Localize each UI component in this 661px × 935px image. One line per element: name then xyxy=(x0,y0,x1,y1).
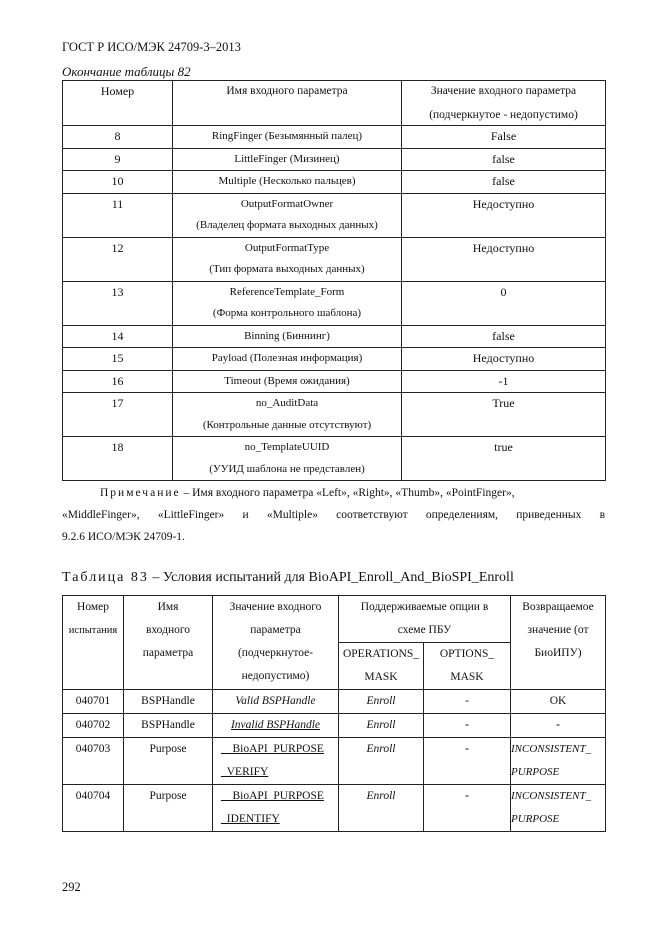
note-label: Примечание xyxy=(100,487,181,499)
operations-mask-value: Enroll xyxy=(339,714,424,738)
param-name-line: Payload (Полезная информация) xyxy=(211,352,363,364)
return-value xyxy=(511,785,606,832)
param-value xyxy=(213,714,339,738)
table-83-header-row-1 xyxy=(63,596,606,643)
row-number: 8 xyxy=(63,126,173,149)
row-number: 16 xyxy=(63,370,173,393)
header-param-value: Значение входного параметра (подчеркнутое- недопустимо) xyxy=(213,596,339,690)
param-name-line: (Контрольные данные отсутствуют) xyxy=(202,418,372,431)
row-param-value: false xyxy=(402,325,606,348)
row-param-value: false xyxy=(402,171,606,194)
param-name-line: Multiple (Несколько пальцев) xyxy=(218,175,356,187)
param-name-line: ReferenceTemplate_Form xyxy=(229,285,345,298)
table-83 xyxy=(62,595,606,832)
header-test-number: Номер испытания xyxy=(63,596,124,690)
param-value-text: _VERIFY xyxy=(221,766,269,778)
param-value-line xyxy=(213,785,338,808)
param-name-line: OutputFormatType xyxy=(244,241,330,254)
return-value xyxy=(511,714,606,738)
table-row xyxy=(63,785,606,832)
param-name-line: no_TemplateUUID xyxy=(244,441,330,453)
param-value-line xyxy=(213,714,338,737)
header-param-name: Имя входного параметра xyxy=(124,596,213,690)
row-param-name xyxy=(173,148,402,171)
param-name-line: (Форма контрольного шаблона) xyxy=(212,307,362,319)
options-mask-value: - xyxy=(424,714,511,738)
header-number: Номер xyxy=(63,81,173,126)
operations-mask-value: Enroll xyxy=(339,690,424,714)
table-row xyxy=(63,437,606,481)
table-row xyxy=(63,325,606,348)
return-value-line: PURPOSE xyxy=(511,766,560,778)
row-param-name xyxy=(173,126,402,149)
row-number: 18 xyxy=(63,437,173,481)
row-param-name xyxy=(173,393,402,437)
table-row xyxy=(63,690,606,714)
param-name-line: (Тип формата выходных данных) xyxy=(209,263,365,275)
row-param-value: Недоступно xyxy=(402,237,606,281)
param-name: BSPHandle xyxy=(124,714,213,738)
table-82-header-row xyxy=(63,81,606,126)
return-value-line: OK xyxy=(549,695,567,707)
param-value-line xyxy=(213,690,338,713)
row-param-name xyxy=(173,325,402,348)
page-number: 292 xyxy=(62,880,81,894)
note-line-1: Примечание – Имя входного параметра «Left», «Right», «Thumb», «PointFinger», xyxy=(100,487,515,499)
param-name: Purpose xyxy=(124,738,213,785)
row-param-name xyxy=(173,348,402,371)
table-row xyxy=(63,370,606,393)
header-return-value: Возвращаемое значение (от БиоИПУ) xyxy=(511,596,606,690)
param-value-text: Invalid BSPHandle xyxy=(230,719,321,731)
row-param-value: Недоступно xyxy=(402,348,606,371)
row-number: 17 xyxy=(63,393,173,437)
return-value-line: INCONSISTENT_ xyxy=(511,743,592,755)
options-mask-value: - xyxy=(424,785,511,832)
param-name-line: Timeout (Время ожидания) xyxy=(224,374,350,387)
row-param-name xyxy=(173,237,402,281)
param-name-line: no_AuditData xyxy=(255,397,319,409)
param-name: BSPHandle xyxy=(124,690,213,714)
return-value-line: - xyxy=(556,719,560,731)
param-name-line: (Владелец формата выходных данных) xyxy=(196,219,378,231)
param-value-line xyxy=(213,808,338,831)
table-row xyxy=(63,237,606,281)
row-param-value: False xyxy=(402,126,606,149)
row-param-name xyxy=(173,437,402,481)
param-value-line xyxy=(213,738,338,761)
header-param-name: Имя входного параметра xyxy=(173,81,402,126)
header-options-mask: OPTIONS_ MASK xyxy=(424,643,511,690)
table-row xyxy=(63,348,606,371)
test-number: 040702 xyxy=(63,714,124,738)
row-number: 9 xyxy=(63,148,173,171)
row-number: 12 xyxy=(63,237,173,281)
param-value xyxy=(213,785,339,832)
param-value-text: Valid BSPHandle xyxy=(235,695,316,707)
row-param-value: false xyxy=(402,148,606,171)
table-row xyxy=(63,126,606,149)
param-name-line: Binning (Биннинг) xyxy=(244,329,330,342)
header-param-value: Значение входного параметра (подчеркнутое - недопустимо) xyxy=(402,81,606,126)
row-number: 10 xyxy=(63,171,173,194)
row-param-name xyxy=(173,281,402,325)
operations-mask-value: Enroll xyxy=(339,785,424,832)
table-row xyxy=(63,714,606,738)
options-mask-value: - xyxy=(424,690,511,714)
test-number: 040701 xyxy=(63,690,124,714)
test-number: 040703 xyxy=(63,738,124,785)
param-name-line: LittleFinger (Мизинец) xyxy=(234,152,340,165)
row-param-value: 0 xyxy=(402,281,606,325)
return-value xyxy=(511,690,606,714)
row-param-value: Недоступно xyxy=(402,193,606,237)
test-number: 040704 xyxy=(63,785,124,832)
table-82 xyxy=(62,80,606,481)
return-value-line: INCONSISTENT_ xyxy=(511,790,592,802)
table-row xyxy=(63,738,606,785)
header-options: Поддерживаемые опции в схеме ПБУ xyxy=(339,596,511,643)
param-name-line: (УУИД шаблона не представлен) xyxy=(209,462,365,475)
document-header: ГОСТ Р ИСО/МЭК 24709-3–2013 xyxy=(62,40,241,54)
row-number: 14 xyxy=(63,325,173,348)
return-value xyxy=(511,738,606,785)
table-row xyxy=(63,171,606,194)
row-param-name xyxy=(173,370,402,393)
note-line-3: 9.2.6 ИСО/МЭК 24709-1. xyxy=(62,531,185,543)
row-param-value: True xyxy=(402,393,606,437)
row-param-name xyxy=(173,171,402,194)
param-value-text: __BioAPI_PURPOSE xyxy=(221,790,324,802)
param-value xyxy=(213,738,339,785)
row-param-value: true xyxy=(402,437,606,481)
param-name-line: OutputFormatOwner xyxy=(240,197,334,210)
param-value-text: __BioAPI_PURPOSE xyxy=(221,743,324,755)
note-line-2: «MiddleFinger», «LittleFinger» и «Multiple» соответствуют определениям, приведенных в xyxy=(62,509,605,521)
row-param-name xyxy=(173,193,402,237)
options-mask-value: - xyxy=(424,738,511,785)
table-row xyxy=(63,148,606,171)
row-number: 13 xyxy=(63,281,173,325)
param-name-line: RingFinger (Безымянный палец) xyxy=(211,130,363,142)
table-83-caption: Таблица 83 – Условия испытаний для BioAPI_Enroll_And_BioSPI_Enroll xyxy=(62,570,514,585)
table-82-caption: Окончание таблицы 82 xyxy=(62,64,191,79)
table-row xyxy=(63,193,606,237)
table-row xyxy=(63,281,606,325)
param-value-line xyxy=(213,761,338,784)
return-value-line: PURPOSE xyxy=(511,813,560,825)
operations-mask-value: Enroll xyxy=(339,738,424,785)
row-number: 15 xyxy=(63,348,173,371)
param-value-text: _IDENTIFY xyxy=(221,813,280,825)
header-operations-mask: OPERATIONS_ MASK xyxy=(339,643,424,690)
param-name: Purpose xyxy=(124,785,213,832)
param-value xyxy=(213,690,339,714)
table-row xyxy=(63,393,606,437)
row-number: 11 xyxy=(63,193,173,237)
row-param-value: -1 xyxy=(402,370,606,393)
